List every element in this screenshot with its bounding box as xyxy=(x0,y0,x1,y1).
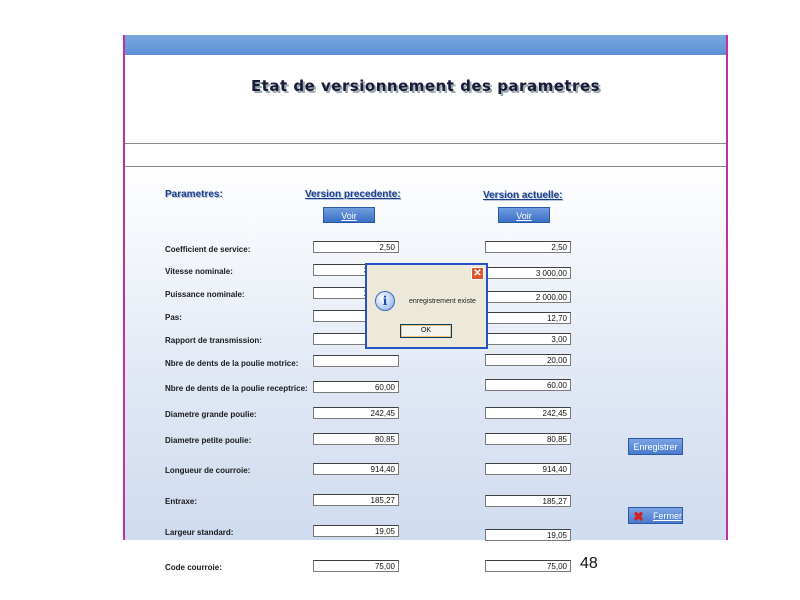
curr-value-field[interactable]: 80,85 xyxy=(485,433,571,445)
row-label: Vitesse nominale: xyxy=(165,267,233,276)
row-label: Nbre de dents de la poulie motrice: xyxy=(165,359,299,368)
row-label: Puissance nominale: xyxy=(165,290,245,299)
prev-value-field[interactable]: 2,50 xyxy=(313,241,399,253)
parametres-column-header: Parametres: xyxy=(165,189,223,200)
row-label: Pas: xyxy=(165,313,182,322)
curr-value-field[interactable]: 242,45 xyxy=(485,407,571,419)
curr-value-field[interactable]: 19,05 xyxy=(485,529,571,541)
fermer-button[interactable] xyxy=(628,507,683,524)
curr-value-field[interactable]: 60,00 xyxy=(485,379,571,391)
prev-value-field[interactable] xyxy=(313,355,399,367)
dialog-message: enregistrement existe xyxy=(409,298,476,305)
prev-value-field[interactable]: 914,40 xyxy=(313,463,399,475)
fermer-label: Fermer xyxy=(653,511,682,521)
voir-precedente-button[interactable]: Voir xyxy=(323,207,375,223)
title-bar xyxy=(125,35,726,55)
prev-value-field[interactable]: 75,00 xyxy=(313,560,399,572)
curr-value-field[interactable]: 914,40 xyxy=(485,463,571,475)
version-actuelle-header: Version actuelle: xyxy=(483,190,563,201)
close-x-icon: ✖ xyxy=(633,509,644,524)
info-icon: i xyxy=(375,291,395,311)
voir-actuelle-button[interactable]: Voir xyxy=(498,207,550,223)
curr-value-field[interactable]: 185,27 xyxy=(485,495,571,507)
curr-value-field[interactable]: 2 000,00 xyxy=(485,291,571,303)
enregistrer-button[interactable]: Enregistrer xyxy=(628,438,683,455)
row-label: Diametre grande poulie: xyxy=(165,410,257,419)
row-label: Rapport de transmission: xyxy=(165,336,262,345)
header-panel xyxy=(125,55,726,144)
row-label: Nbre de dents de la poulie receptrice: xyxy=(165,384,308,393)
curr-value-field[interactable]: 75,00 xyxy=(485,560,571,572)
curr-value-field[interactable]: 3,00 xyxy=(485,333,571,345)
ok-button[interactable]: OK xyxy=(400,324,452,338)
row-label: Longueur de courroie: xyxy=(165,466,251,475)
page-number: 48 xyxy=(580,555,598,572)
row-label: Diametre petite poulie: xyxy=(165,436,252,445)
separator-band xyxy=(125,144,726,167)
page-title: Etat de versionnement des parametres xyxy=(250,77,601,95)
version-precedente-header: Version precedente: xyxy=(305,189,401,200)
prev-value-field[interactable]: 185,27 xyxy=(313,494,399,506)
curr-value-field[interactable]: 20,00 xyxy=(485,354,571,366)
prev-value-field[interactable]: 242,45 xyxy=(313,407,399,419)
prev-value-field[interactable]: 80,85 xyxy=(313,433,399,445)
curr-value-field[interactable]: 2,50 xyxy=(485,241,571,253)
prev-value-field[interactable]: 60,00 xyxy=(313,381,399,393)
row-label: Code courroie: xyxy=(165,563,222,572)
prev-value-field[interactable]: 19,05 xyxy=(313,525,399,537)
curr-value-field[interactable]: 12,70 xyxy=(485,312,571,324)
row-label: Entraxe: xyxy=(165,497,198,506)
curr-value-field[interactable]: 3 000,00 xyxy=(485,267,571,279)
row-label: Coefficient de service: xyxy=(165,245,251,254)
row-label: Largeur standard: xyxy=(165,528,234,537)
dialog-close-icon[interactable]: ✕ xyxy=(471,267,484,280)
message-dialog xyxy=(365,263,488,349)
